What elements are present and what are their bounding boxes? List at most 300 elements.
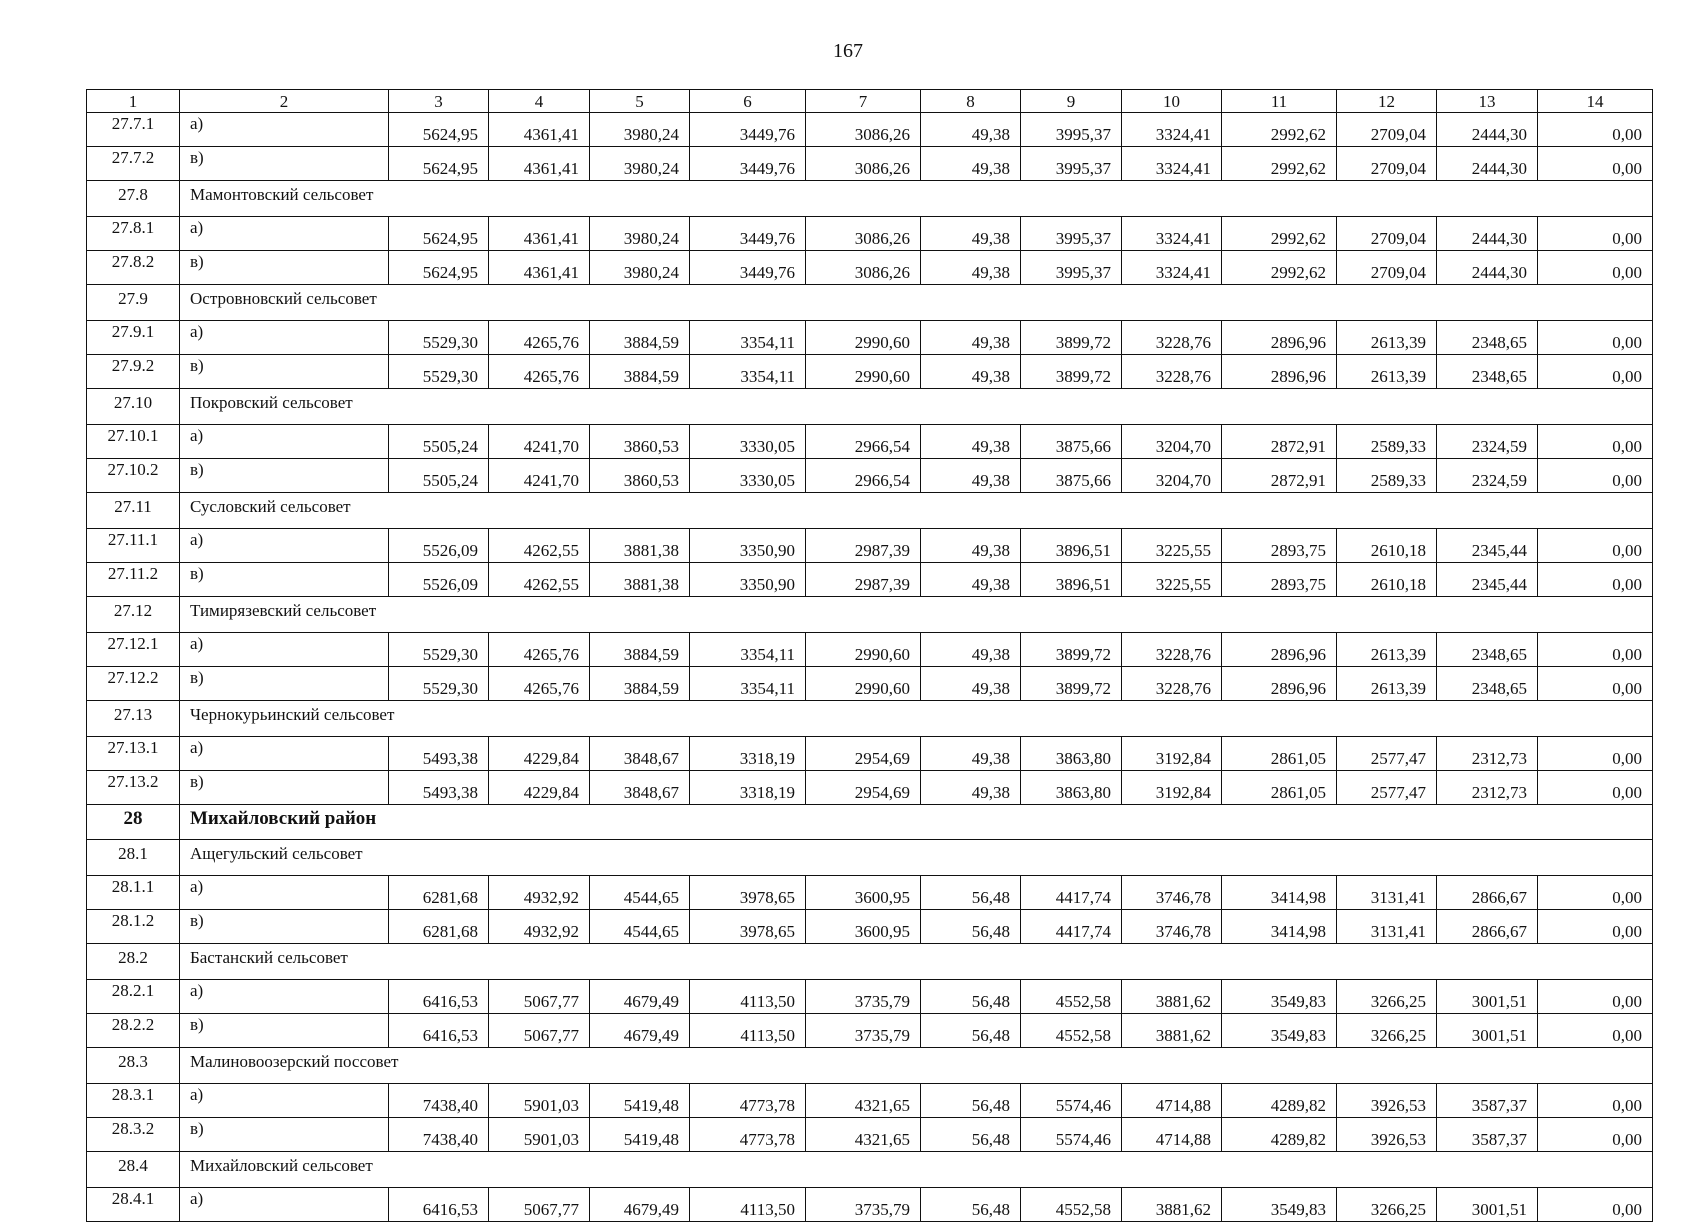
value-cell: 3881,62 bbox=[1122, 980, 1222, 1014]
table-row bbox=[87, 321, 1653, 355]
value-cell: 4265,76 bbox=[489, 633, 590, 667]
value-cell: 5624,95 bbox=[389, 251, 489, 285]
row-number: 28.3 bbox=[87, 1048, 180, 1084]
value-cell: 3350,90 bbox=[690, 529, 806, 563]
value-cell: 4679,49 bbox=[590, 1188, 690, 1222]
row-number: 28.1 bbox=[87, 840, 180, 876]
row-number: 28.1.2 bbox=[87, 910, 180, 944]
value-cell: 0,00 bbox=[1538, 876, 1653, 910]
value-cell: 3330,05 bbox=[690, 459, 806, 493]
table-row bbox=[87, 529, 1653, 563]
value-cell: 5529,30 bbox=[389, 667, 489, 701]
value-cell: 3899,72 bbox=[1021, 355, 1122, 389]
value-cell: 3001,51 bbox=[1437, 1188, 1538, 1222]
value-cell: 4361,41 bbox=[489, 217, 590, 251]
value-cell: 3995,37 bbox=[1021, 217, 1122, 251]
value-cell: 2954,69 bbox=[806, 771, 921, 805]
table-row bbox=[87, 251, 1653, 285]
value-cell: 3086,26 bbox=[806, 251, 921, 285]
value-cell: 3863,80 bbox=[1021, 737, 1122, 771]
value-cell: 2992,62 bbox=[1222, 147, 1337, 181]
value-cell: 2893,75 bbox=[1222, 529, 1337, 563]
value-cell: 4241,70 bbox=[489, 459, 590, 493]
column-header: 8 bbox=[921, 90, 1021, 113]
table-row bbox=[87, 737, 1653, 771]
value-cell: 3086,26 bbox=[806, 217, 921, 251]
row-label: а) bbox=[180, 1084, 389, 1118]
row-label: в) bbox=[180, 771, 389, 805]
value-cell: 0,00 bbox=[1538, 1118, 1653, 1152]
value-cell: 2610,18 bbox=[1337, 563, 1437, 597]
value-cell: 3899,72 bbox=[1021, 321, 1122, 355]
value-cell: 4241,70 bbox=[489, 425, 590, 459]
value-cell: 49,38 bbox=[921, 633, 1021, 667]
value-cell: 2896,96 bbox=[1222, 355, 1337, 389]
row-label: а) bbox=[180, 737, 389, 771]
value-cell: 49,38 bbox=[921, 425, 1021, 459]
value-cell: 2896,96 bbox=[1222, 667, 1337, 701]
value-cell: 3228,76 bbox=[1122, 355, 1222, 389]
value-cell: 0,00 bbox=[1538, 667, 1653, 701]
section-name: Сусловский сельсовет bbox=[180, 493, 1653, 529]
value-cell: 3875,66 bbox=[1021, 425, 1122, 459]
section-name: Покровский сельсовет bbox=[180, 389, 1653, 425]
value-cell: 2348,65 bbox=[1437, 633, 1538, 667]
value-cell: 4361,41 bbox=[489, 113, 590, 147]
section-row bbox=[87, 840, 1653, 876]
value-cell: 2348,65 bbox=[1437, 355, 1538, 389]
column-header: 10 bbox=[1122, 90, 1222, 113]
value-cell: 6281,68 bbox=[389, 910, 489, 944]
row-number: 27.8.2 bbox=[87, 251, 180, 285]
row-number: 28 bbox=[87, 805, 180, 840]
value-cell: 4773,78 bbox=[690, 1084, 806, 1118]
column-header: 11 bbox=[1222, 90, 1337, 113]
value-cell: 3881,62 bbox=[1122, 1014, 1222, 1048]
table-row bbox=[87, 667, 1653, 701]
value-cell: 3881,38 bbox=[590, 563, 690, 597]
value-cell: 4544,65 bbox=[590, 910, 690, 944]
value-cell: 3860,53 bbox=[590, 425, 690, 459]
value-cell: 2861,05 bbox=[1222, 771, 1337, 805]
header-row bbox=[87, 90, 1653, 113]
column-header: 9 bbox=[1021, 90, 1122, 113]
value-cell: 3926,53 bbox=[1337, 1118, 1437, 1152]
value-cell: 4262,55 bbox=[489, 529, 590, 563]
value-cell: 6416,53 bbox=[389, 1188, 489, 1222]
value-cell: 4265,76 bbox=[489, 667, 590, 701]
value-cell: 3860,53 bbox=[590, 459, 690, 493]
value-cell: 4229,84 bbox=[489, 771, 590, 805]
value-cell: 3204,70 bbox=[1122, 425, 1222, 459]
value-cell: 6281,68 bbox=[389, 876, 489, 910]
district-name: Михайловский район bbox=[180, 805, 1653, 840]
section-name: Мамонтовский сельсовет bbox=[180, 181, 1653, 217]
column-header: 2 bbox=[180, 90, 389, 113]
value-cell: 49,38 bbox=[921, 771, 1021, 805]
value-cell: 6416,53 bbox=[389, 1014, 489, 1048]
value-cell: 5493,38 bbox=[389, 737, 489, 771]
row-label: в) bbox=[180, 355, 389, 389]
row-label: а) bbox=[180, 980, 389, 1014]
row-number: 27.9 bbox=[87, 285, 180, 321]
value-cell: 2872,91 bbox=[1222, 459, 1337, 493]
value-cell: 4417,74 bbox=[1021, 876, 1122, 910]
value-cell: 4714,88 bbox=[1122, 1118, 1222, 1152]
section-name: Малиновоозерский поссовет bbox=[180, 1048, 1653, 1084]
value-cell: 5505,24 bbox=[389, 459, 489, 493]
table-row bbox=[87, 771, 1653, 805]
value-cell: 3192,84 bbox=[1122, 737, 1222, 771]
section-name: Тимирязевский сельсовет bbox=[180, 597, 1653, 633]
value-cell: 2987,39 bbox=[806, 563, 921, 597]
value-cell: 2966,54 bbox=[806, 425, 921, 459]
value-cell: 2444,30 bbox=[1437, 113, 1538, 147]
value-cell: 3735,79 bbox=[806, 1188, 921, 1222]
table-row bbox=[87, 147, 1653, 181]
row-number: 28.4.1 bbox=[87, 1188, 180, 1222]
section-row bbox=[87, 389, 1653, 425]
value-cell: 2709,04 bbox=[1337, 217, 1437, 251]
value-cell: 3266,25 bbox=[1337, 980, 1437, 1014]
value-cell: 4321,65 bbox=[806, 1118, 921, 1152]
value-cell: 2866,67 bbox=[1437, 876, 1538, 910]
value-cell: 3875,66 bbox=[1021, 459, 1122, 493]
value-cell: 3228,76 bbox=[1122, 321, 1222, 355]
value-cell: 3978,65 bbox=[690, 910, 806, 944]
column-header: 14 bbox=[1538, 90, 1653, 113]
value-cell: 3746,78 bbox=[1122, 910, 1222, 944]
value-cell: 5901,03 bbox=[489, 1118, 590, 1152]
value-cell: 5526,09 bbox=[389, 529, 489, 563]
row-number: 27.13.2 bbox=[87, 771, 180, 805]
section-row bbox=[87, 597, 1653, 633]
value-cell: 0,00 bbox=[1538, 1188, 1653, 1222]
value-cell: 4932,92 bbox=[489, 910, 590, 944]
section-row bbox=[87, 944, 1653, 980]
value-cell: 49,38 bbox=[921, 217, 1021, 251]
value-cell: 3449,76 bbox=[690, 217, 806, 251]
value-cell: 3848,67 bbox=[590, 771, 690, 805]
value-cell: 49,38 bbox=[921, 355, 1021, 389]
value-cell: 4113,50 bbox=[690, 1014, 806, 1048]
value-cell: 2896,96 bbox=[1222, 633, 1337, 667]
section-name: Бастанский сельсовет bbox=[180, 944, 1653, 980]
value-cell: 49,38 bbox=[921, 563, 1021, 597]
table-row bbox=[87, 217, 1653, 251]
section-row bbox=[87, 701, 1653, 737]
row-number: 27.10.2 bbox=[87, 459, 180, 493]
row-number: 27.7.1 bbox=[87, 113, 180, 147]
table-row bbox=[87, 563, 1653, 597]
table-row bbox=[87, 1014, 1653, 1048]
row-label: а) bbox=[180, 113, 389, 147]
value-cell: 3549,83 bbox=[1222, 980, 1337, 1014]
value-cell: 2312,73 bbox=[1437, 737, 1538, 771]
value-cell: 5067,77 bbox=[489, 1014, 590, 1048]
table-row bbox=[87, 425, 1653, 459]
value-cell: 2990,60 bbox=[806, 667, 921, 701]
value-cell: 0,00 bbox=[1538, 737, 1653, 771]
value-cell: 2990,60 bbox=[806, 633, 921, 667]
column-header: 4 bbox=[489, 90, 590, 113]
value-cell: 2444,30 bbox=[1437, 147, 1538, 181]
value-cell: 4229,84 bbox=[489, 737, 590, 771]
column-header: 13 bbox=[1437, 90, 1538, 113]
row-number: 27.11 bbox=[87, 493, 180, 529]
value-cell: 2992,62 bbox=[1222, 113, 1337, 147]
value-cell: 3980,24 bbox=[590, 251, 690, 285]
value-cell: 2872,91 bbox=[1222, 425, 1337, 459]
value-cell: 49,38 bbox=[921, 321, 1021, 355]
value-cell: 3001,51 bbox=[1437, 1014, 1538, 1048]
value-cell: 0,00 bbox=[1538, 459, 1653, 493]
value-cell: 3995,37 bbox=[1021, 251, 1122, 285]
section-row bbox=[87, 181, 1653, 217]
table-row bbox=[87, 1188, 1653, 1222]
value-cell: 3086,26 bbox=[806, 147, 921, 181]
section-row bbox=[87, 493, 1653, 529]
row-number: 27.12.2 bbox=[87, 667, 180, 701]
value-cell: 5529,30 bbox=[389, 633, 489, 667]
value-cell: 2312,73 bbox=[1437, 771, 1538, 805]
row-label: а) bbox=[180, 425, 389, 459]
value-cell: 3587,37 bbox=[1437, 1084, 1538, 1118]
value-cell: 56,48 bbox=[921, 876, 1021, 910]
value-cell: 7438,40 bbox=[389, 1118, 489, 1152]
value-cell: 4679,49 bbox=[590, 980, 690, 1014]
column-header: 7 bbox=[806, 90, 921, 113]
value-cell: 2987,39 bbox=[806, 529, 921, 563]
value-cell: 3354,11 bbox=[690, 633, 806, 667]
value-cell: 3228,76 bbox=[1122, 633, 1222, 667]
value-cell: 2990,60 bbox=[806, 355, 921, 389]
value-cell: 3881,62 bbox=[1122, 1188, 1222, 1222]
value-cell: 2990,60 bbox=[806, 321, 921, 355]
value-cell: 0,00 bbox=[1538, 980, 1653, 1014]
value-cell: 3926,53 bbox=[1337, 1084, 1437, 1118]
value-cell: 4417,74 bbox=[1021, 910, 1122, 944]
value-cell: 2324,59 bbox=[1437, 425, 1538, 459]
value-cell: 2613,39 bbox=[1337, 355, 1437, 389]
value-cell: 3266,25 bbox=[1337, 1014, 1437, 1048]
value-cell: 3001,51 bbox=[1437, 980, 1538, 1014]
value-cell: 4361,41 bbox=[489, 251, 590, 285]
value-cell: 3881,38 bbox=[590, 529, 690, 563]
value-cell: 4265,76 bbox=[489, 321, 590, 355]
row-label: в) bbox=[180, 1118, 389, 1152]
value-cell: 5574,46 bbox=[1021, 1084, 1122, 1118]
tariff-table bbox=[86, 89, 1653, 1222]
value-cell: 3600,95 bbox=[806, 876, 921, 910]
section-name: Островновский сельсовет bbox=[180, 285, 1653, 321]
value-cell: 6416,53 bbox=[389, 980, 489, 1014]
value-cell: 3884,59 bbox=[590, 667, 690, 701]
row-label: а) bbox=[180, 633, 389, 667]
table-row bbox=[87, 113, 1653, 147]
value-cell: 2577,47 bbox=[1337, 737, 1437, 771]
value-cell: 5526,09 bbox=[389, 563, 489, 597]
value-cell: 2954,69 bbox=[806, 737, 921, 771]
value-cell: 56,48 bbox=[921, 910, 1021, 944]
row-label: в) bbox=[180, 667, 389, 701]
value-cell: 7438,40 bbox=[389, 1084, 489, 1118]
value-cell: 2709,04 bbox=[1337, 147, 1437, 181]
value-cell: 3980,24 bbox=[590, 113, 690, 147]
value-cell: 4773,78 bbox=[690, 1118, 806, 1152]
row-number: 27.12 bbox=[87, 597, 180, 633]
value-cell: 4544,65 bbox=[590, 876, 690, 910]
value-cell: 3549,83 bbox=[1222, 1014, 1337, 1048]
table-body bbox=[87, 90, 1653, 1222]
value-cell: 49,38 bbox=[921, 147, 1021, 181]
value-cell: 2893,75 bbox=[1222, 563, 1337, 597]
value-cell: 3884,59 bbox=[590, 321, 690, 355]
value-cell: 3899,72 bbox=[1021, 667, 1122, 701]
row-number: 27.7.2 bbox=[87, 147, 180, 181]
value-cell: 3449,76 bbox=[690, 251, 806, 285]
table-row bbox=[87, 910, 1653, 944]
section-name: Ащегульский сельсовет bbox=[180, 840, 1653, 876]
section-row bbox=[87, 1048, 1653, 1084]
row-label: в) bbox=[180, 459, 389, 493]
value-cell: 3324,41 bbox=[1122, 113, 1222, 147]
value-cell: 3414,98 bbox=[1222, 910, 1337, 944]
value-cell: 3324,41 bbox=[1122, 251, 1222, 285]
value-cell: 2345,44 bbox=[1437, 563, 1538, 597]
value-cell: 3330,05 bbox=[690, 425, 806, 459]
value-cell: 3324,41 bbox=[1122, 147, 1222, 181]
value-cell: 56,48 bbox=[921, 1084, 1021, 1118]
value-cell: 3600,95 bbox=[806, 910, 921, 944]
value-cell: 2589,33 bbox=[1337, 425, 1437, 459]
row-label: а) bbox=[180, 1188, 389, 1222]
value-cell: 4113,50 bbox=[690, 1188, 806, 1222]
table-row bbox=[87, 980, 1653, 1014]
value-cell: 3449,76 bbox=[690, 147, 806, 181]
row-label: в) bbox=[180, 910, 389, 944]
column-header: 3 bbox=[389, 90, 489, 113]
value-cell: 0,00 bbox=[1538, 425, 1653, 459]
value-cell: 2577,47 bbox=[1337, 771, 1437, 805]
value-cell: 0,00 bbox=[1538, 910, 1653, 944]
district-row bbox=[87, 805, 1653, 840]
row-number: 27.8.1 bbox=[87, 217, 180, 251]
value-cell: 3980,24 bbox=[590, 147, 690, 181]
table-row bbox=[87, 1118, 1653, 1152]
value-cell: 2992,62 bbox=[1222, 251, 1337, 285]
table-row bbox=[87, 633, 1653, 667]
value-cell: 0,00 bbox=[1538, 113, 1653, 147]
value-cell: 3449,76 bbox=[690, 113, 806, 147]
value-cell: 4361,41 bbox=[489, 147, 590, 181]
value-cell: 2613,39 bbox=[1337, 321, 1437, 355]
value-cell: 3746,78 bbox=[1122, 876, 1222, 910]
row-number: 27.9.2 bbox=[87, 355, 180, 389]
value-cell: 3884,59 bbox=[590, 355, 690, 389]
value-cell: 3587,37 bbox=[1437, 1118, 1538, 1152]
value-cell: 5493,38 bbox=[389, 771, 489, 805]
value-cell: 2444,30 bbox=[1437, 217, 1538, 251]
value-cell: 0,00 bbox=[1538, 355, 1653, 389]
value-cell: 2444,30 bbox=[1437, 251, 1538, 285]
value-cell: 5624,95 bbox=[389, 147, 489, 181]
value-cell: 2348,65 bbox=[1437, 321, 1538, 355]
value-cell: 56,48 bbox=[921, 980, 1021, 1014]
section-name: Михайловский сельсовет bbox=[180, 1152, 1653, 1188]
value-cell: 3978,65 bbox=[690, 876, 806, 910]
value-cell: 4321,65 bbox=[806, 1084, 921, 1118]
row-label: в) bbox=[180, 1014, 389, 1048]
value-cell: 2709,04 bbox=[1337, 113, 1437, 147]
value-cell: 2610,18 bbox=[1337, 529, 1437, 563]
value-cell: 49,38 bbox=[921, 667, 1021, 701]
column-header: 12 bbox=[1337, 90, 1437, 113]
row-label: в) bbox=[180, 251, 389, 285]
row-label: в) bbox=[180, 563, 389, 597]
value-cell: 2613,39 bbox=[1337, 667, 1437, 701]
value-cell: 2896,96 bbox=[1222, 321, 1337, 355]
value-cell: 0,00 bbox=[1538, 147, 1653, 181]
row-number: 27.11.1 bbox=[87, 529, 180, 563]
value-cell: 5901,03 bbox=[489, 1084, 590, 1118]
value-cell: 0,00 bbox=[1538, 251, 1653, 285]
value-cell: 49,38 bbox=[921, 529, 1021, 563]
value-cell: 0,00 bbox=[1538, 1014, 1653, 1048]
value-cell: 49,38 bbox=[921, 113, 1021, 147]
value-cell: 0,00 bbox=[1538, 321, 1653, 355]
value-cell: 5419,48 bbox=[590, 1118, 690, 1152]
value-cell: 49,38 bbox=[921, 459, 1021, 493]
value-cell: 2992,62 bbox=[1222, 217, 1337, 251]
value-cell: 4552,58 bbox=[1021, 1014, 1122, 1048]
value-cell: 5067,77 bbox=[489, 1188, 590, 1222]
row-number: 28.2.2 bbox=[87, 1014, 180, 1048]
column-header: 5 bbox=[590, 90, 690, 113]
value-cell: 3228,76 bbox=[1122, 667, 1222, 701]
value-cell: 0,00 bbox=[1538, 633, 1653, 667]
value-cell: 3204,70 bbox=[1122, 459, 1222, 493]
value-cell: 2589,33 bbox=[1337, 459, 1437, 493]
value-cell: 3086,26 bbox=[806, 113, 921, 147]
value-cell: 5574,46 bbox=[1021, 1118, 1122, 1152]
row-number: 27.12.1 bbox=[87, 633, 180, 667]
value-cell: 5529,30 bbox=[389, 355, 489, 389]
value-cell: 3318,19 bbox=[690, 771, 806, 805]
value-cell: 4552,58 bbox=[1021, 980, 1122, 1014]
value-cell: 3995,37 bbox=[1021, 113, 1122, 147]
value-cell: 3318,19 bbox=[690, 737, 806, 771]
row-label: а) bbox=[180, 876, 389, 910]
value-cell: 56,48 bbox=[921, 1014, 1021, 1048]
table-row bbox=[87, 1084, 1653, 1118]
value-cell: 2709,04 bbox=[1337, 251, 1437, 285]
row-number: 28.4 bbox=[87, 1152, 180, 1188]
value-cell: 56,48 bbox=[921, 1188, 1021, 1222]
row-number: 27.8 bbox=[87, 181, 180, 217]
value-cell: 2613,39 bbox=[1337, 633, 1437, 667]
table-row bbox=[87, 876, 1653, 910]
page-number: 167 bbox=[833, 40, 863, 62]
value-cell: 0,00 bbox=[1538, 771, 1653, 805]
value-cell: 3549,83 bbox=[1222, 1188, 1337, 1222]
value-cell: 4289,82 bbox=[1222, 1084, 1337, 1118]
table-row bbox=[87, 355, 1653, 389]
value-cell: 3354,11 bbox=[690, 667, 806, 701]
value-cell: 3192,84 bbox=[1122, 771, 1222, 805]
value-cell: 2966,54 bbox=[806, 459, 921, 493]
row-number: 28.1.1 bbox=[87, 876, 180, 910]
